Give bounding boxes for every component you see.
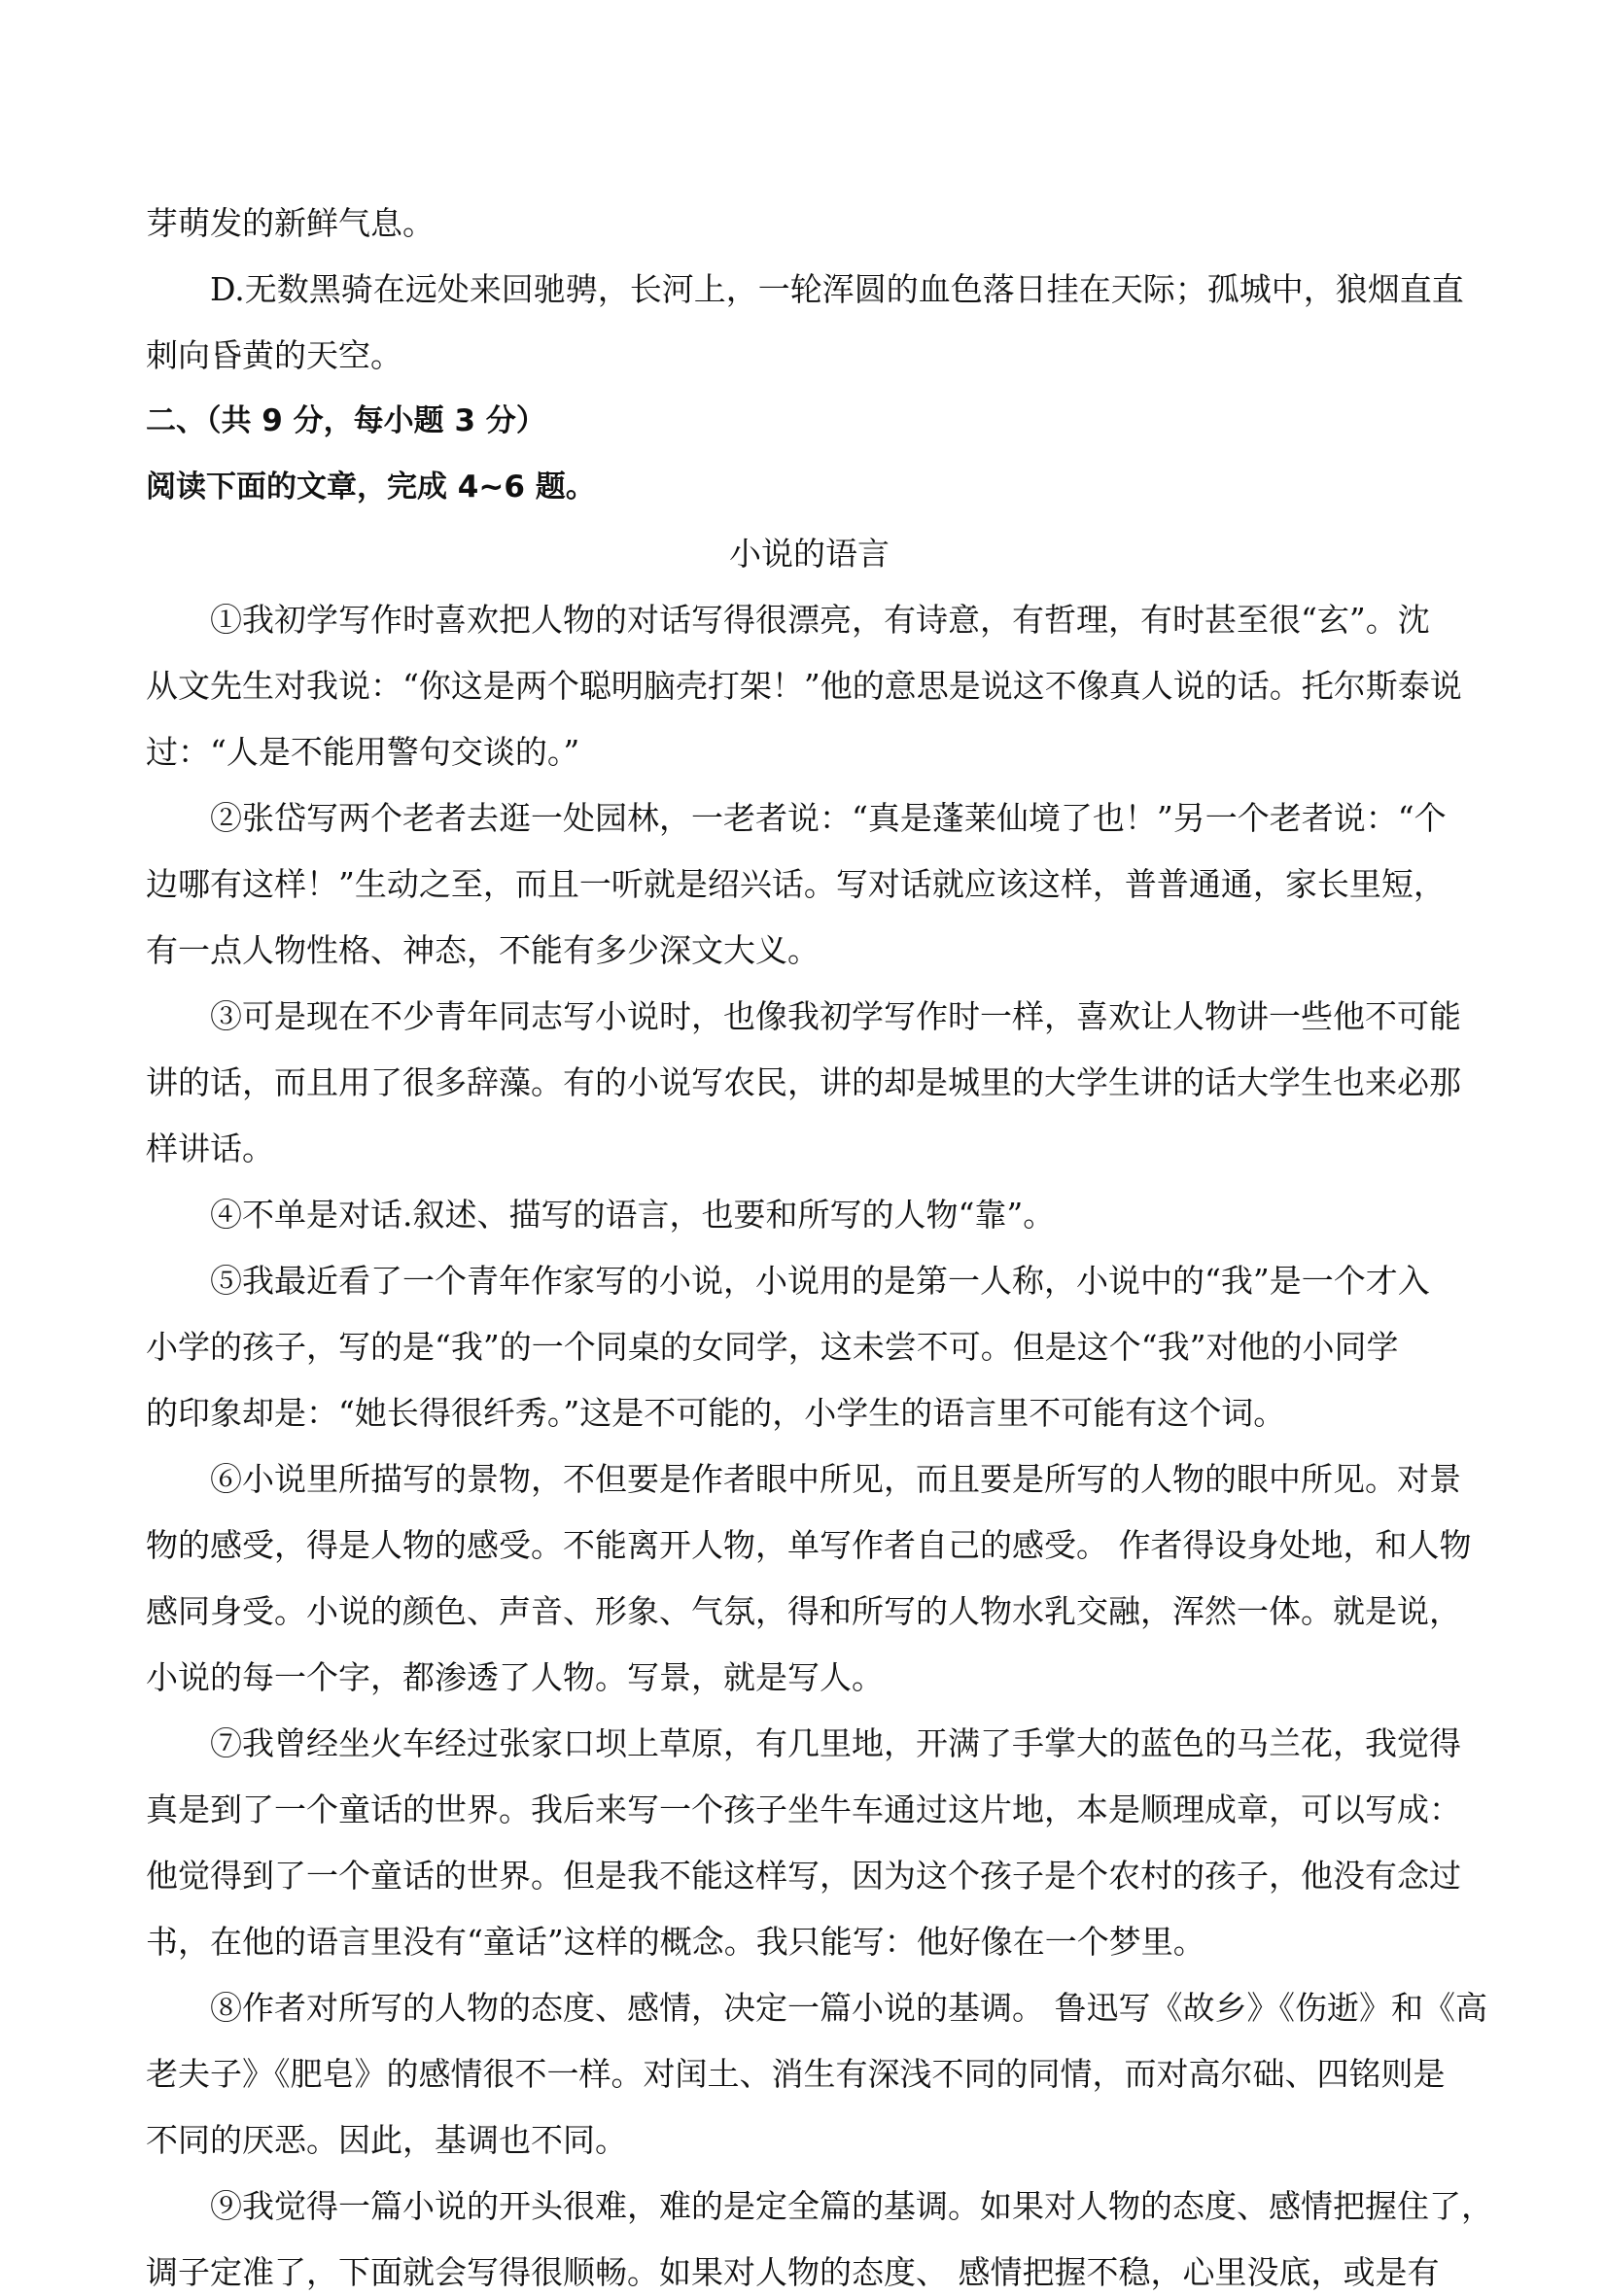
- paragraph-line: 边哪有这样！”生动之至，而且一听就是绍兴话。写对话就应该这样，普普通通，家长里短，: [146, 865, 1446, 903]
- paragraph-line: 不同的厌恶。因此，基调也不同。: [146, 2121, 627, 2159]
- article-title: 小说的语言: [729, 535, 890, 573]
- paragraph-line: 老夫子》《肥皂》的感情很不一样。对闰土、消生有深浅不同的同情，而对高尔础、四铭则是: [146, 2055, 1446, 2093]
- paragraph-line: 书，在他的语言里没有“童话”这样的概念。我只能写：他好像在一个梦里。: [146, 1923, 1205, 1961]
- paragraph-line: 小说的每一个字，都渗透了人物。写景，就是写人。: [146, 1658, 884, 1696]
- text-line: 刺向昏黄的天空。: [146, 336, 402, 374]
- paragraph-line: 讲的话，而且用了很多辞藻。有的小说写农民，讲的却是城里的大学生讲的话大学生也来必那: [146, 1063, 1461, 1101]
- section-heading: 二、（共 9 分，每小题 3 分）: [146, 403, 546, 438]
- paragraph-line: ③可是现在不少青年同志写小说时，也像我初学写作时一样，喜欢让人物讲一些他不可能: [210, 997, 1461, 1035]
- paragraph-line: ①我初学写作时喜欢把人物的对话写得很漂亮，有诗意，有哲理，有时甚至很“玄”。沈: [210, 601, 1430, 639]
- paragraph-line: ④不单是对话.叙述、描写的语言，也要和所写的人物“靠”。: [210, 1196, 1056, 1234]
- paragraph-line: 的印象却是：“她长得很纤秀。”这是不可能的，小学生的语言里不可能有这个词。: [146, 1394, 1286, 1432]
- paragraph-line: 从文先生对我说：“你这是两个聪明脑壳打架！”他的意思是说这不像真人说的话。托尔斯泰说: [146, 667, 1462, 705]
- paragraph-line: 样讲话。: [146, 1130, 274, 1167]
- text-line: 芽萌发的新鲜气息。: [146, 204, 435, 242]
- paragraph-line: ⑧作者对所写的人物的态度、感情，决定一篇小说的基调。 鲁迅写《故乡》《伤逝》和《高: [210, 1989, 1487, 2027]
- option-d-line: D.无数黑骑在远处来回驰骋，长河上，一轮浑圆的血色落日挂在天际；孤城中，狼烟直直: [210, 270, 1464, 308]
- paragraph-line: 物的感受，得是人物的感受。不能离开人物，单写作者自己的感受。 作者得设身处地，和人物: [146, 1526, 1472, 1564]
- paragraph-line: 调子定准了，下面就会写得很顺畅。如果对人物的态度、 感情把握不稳，心里没底，或是有: [146, 2253, 1440, 2291]
- paragraph-line: 过：“人是不能用警句交谈的。”: [146, 733, 580, 771]
- instruction: 阅读下面的文章，完成 4~6 题。: [146, 470, 596, 504]
- paragraph-line: ②张岱写两个老者去逛一处园林，一老者说：“真是蓬莱仙境了也！”另一个老者说：“个: [210, 799, 1447, 837]
- paragraph-line: ⑥小说里所描写的景物，不但要是作者眼中所见，而且要是所写的人物的眼中所见。对景: [210, 1460, 1461, 1498]
- paragraph-line: ⑦我曾经坐火车经过张家口坝上草原，有几里地，开满了手掌大的蓝色的马兰花，我觉得: [210, 1724, 1461, 1762]
- paragraph-line: 他觉得到了一个童话的世界。但是我不能这样写，因为这个孩子是个农村的孩子，他没有念过: [146, 1857, 1461, 1895]
- paragraph-line: 有一点人物性格、神态，不能有多少深文大义。: [146, 931, 820, 969]
- paragraph-line: ⑤我最近看了一个青年作家写的小说，小说用的是第一人称，小说中的“我”是一个才入: [210, 1262, 1430, 1300]
- paragraph-line: 真是到了一个童话的世界。我后来写一个孩子坐牛车通过这片地，本是顺理成章，可以写成：: [146, 1791, 1461, 1828]
- paragraph-line: ⑨我觉得一篇小说的开头很难，难的是定全篇的基调。如果对人物的态度、感情把握住了，: [210, 2187, 1493, 2225]
- paragraph-line: 感同身受。小说的颜色、声音、形象、气氛，得和所写的人物水乳交融，浑然一体。就是说，: [146, 1592, 1461, 1630]
- paragraph-line: 小学的孩子，写的是“我”的一个同桌的女同学，这未尝不可。但是这个“我”对他的小同学: [146, 1328, 1399, 1366]
- document-page: [146, 199, 1493, 2296]
